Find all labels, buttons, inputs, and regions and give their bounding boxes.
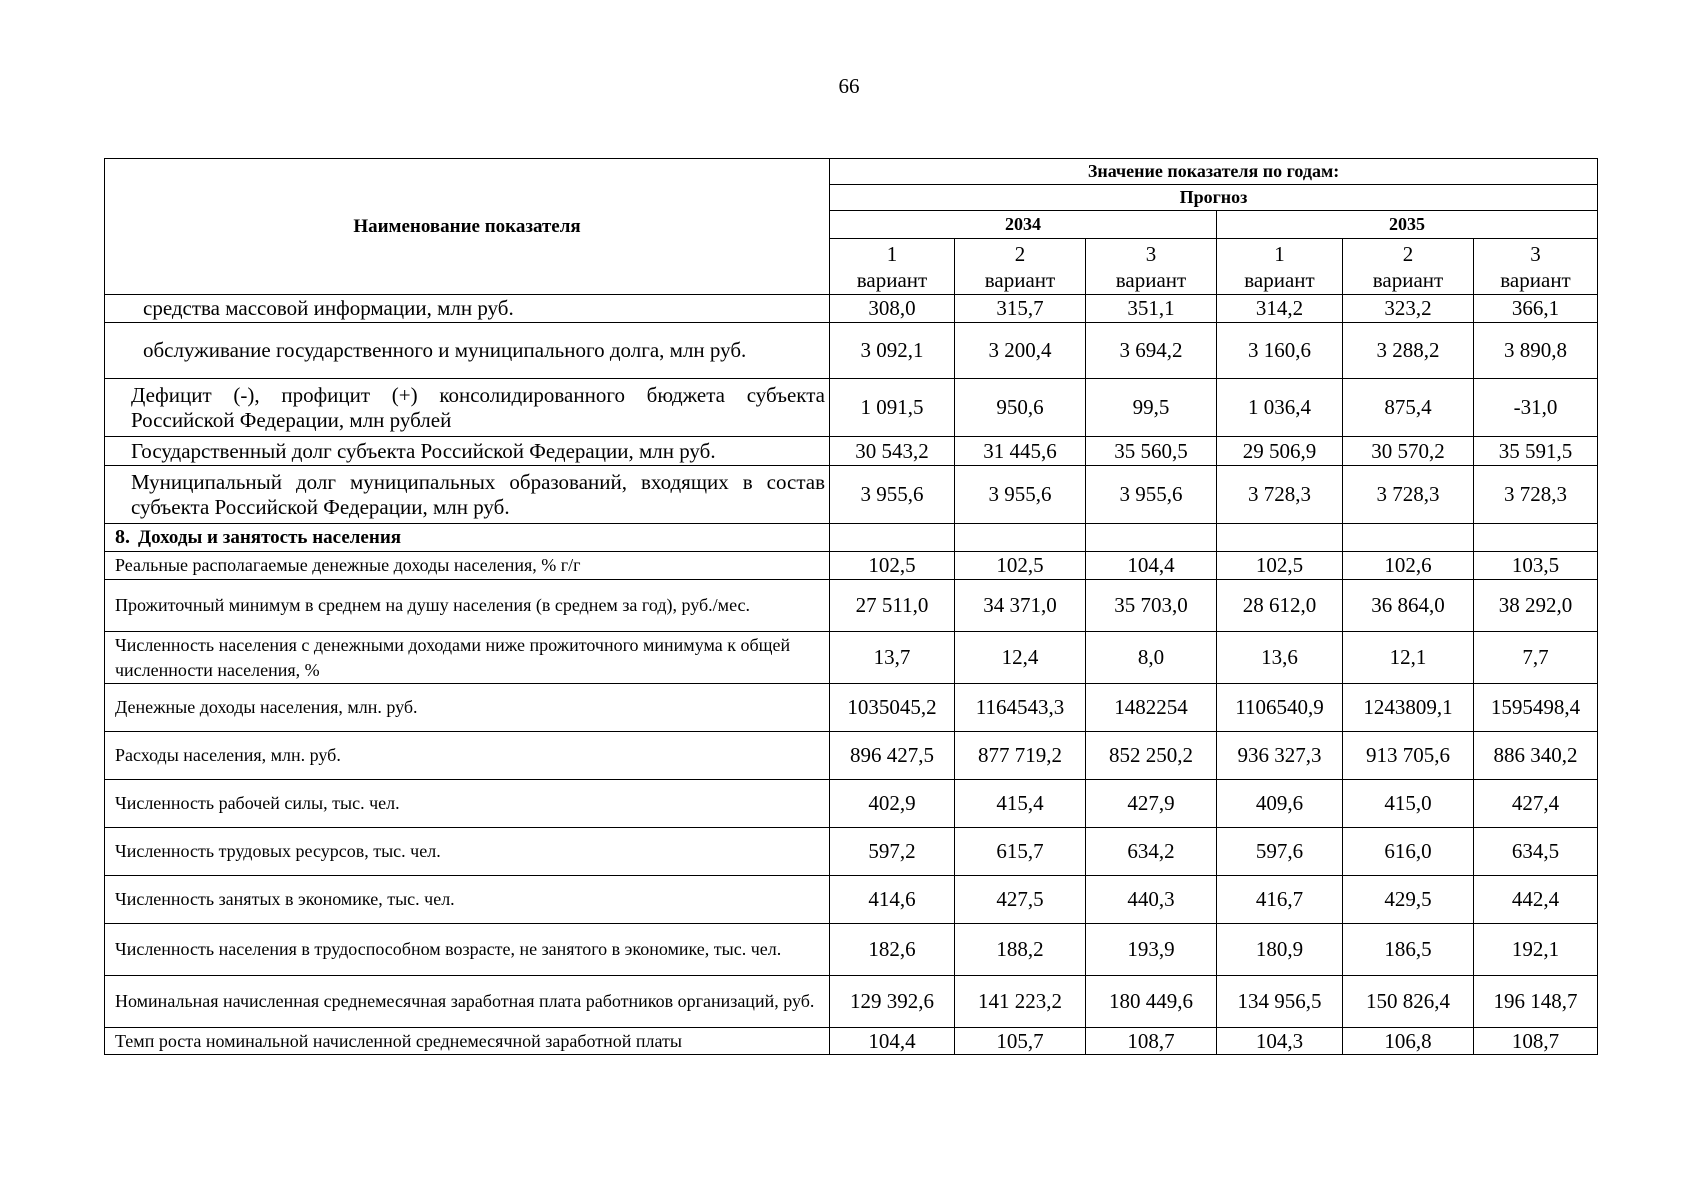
value-cell: 3 728,3 xyxy=(1343,466,1474,524)
indicator-label: Численность трудовых ресурсов, тыс. чел. xyxy=(105,828,830,876)
variant-header: 3 вариант xyxy=(1474,239,1598,295)
table-row xyxy=(105,552,1598,580)
value-cell: 936 327,3 xyxy=(1217,732,1343,780)
value-cell: 323,2 xyxy=(1343,295,1474,323)
variant-header: 1 вариант xyxy=(830,239,955,295)
value-cell: 102,5 xyxy=(830,552,955,580)
value-cell: 35 560,5 xyxy=(1086,437,1217,466)
table-row xyxy=(105,780,1598,828)
table-row xyxy=(105,924,1598,976)
table-row xyxy=(105,828,1598,876)
value-cell: 103,5 xyxy=(1474,552,1598,580)
year-header-2034: 2034 xyxy=(830,211,1217,239)
table-row xyxy=(105,437,1598,466)
value-cell: 852 250,2 xyxy=(1086,732,1217,780)
value-cell: 106,8 xyxy=(1343,1028,1474,1055)
values-by-year-header: Значение показателя по годам: xyxy=(830,159,1598,185)
value-cell: 104,4 xyxy=(830,1028,955,1055)
value-cell: 409,6 xyxy=(1217,780,1343,828)
value-cell: 1 091,5 xyxy=(830,379,955,437)
value-cell: 12,1 xyxy=(1343,632,1474,684)
value-cell: 99,5 xyxy=(1086,379,1217,437)
empty-cell xyxy=(1086,524,1217,552)
value-cell: 1595498,4 xyxy=(1474,684,1598,732)
value-cell: 134 956,5 xyxy=(1217,976,1343,1028)
value-cell: 615,7 xyxy=(955,828,1086,876)
table-row xyxy=(105,632,1598,684)
table-row xyxy=(105,323,1598,379)
value-cell: 877 719,2 xyxy=(955,732,1086,780)
section-heading xyxy=(105,524,830,552)
indicator-label: Реальные располагаемые денежные доходы населения, % г/г xyxy=(105,552,830,580)
value-cell: 12,4 xyxy=(955,632,1086,684)
value-cell: 913 705,6 xyxy=(1343,732,1474,780)
value-cell: 597,6 xyxy=(1217,828,1343,876)
table-row xyxy=(105,1028,1598,1055)
value-cell: 3 200,4 xyxy=(955,323,1086,379)
value-cell: 102,5 xyxy=(955,552,1086,580)
value-cell: 102,6 xyxy=(1343,552,1474,580)
value-cell: 3 955,6 xyxy=(955,466,1086,524)
indicator-label: средства массовой информации, млн руб. xyxy=(105,295,830,323)
value-cell: 141 223,2 xyxy=(955,976,1086,1028)
value-cell: 875,4 xyxy=(1343,379,1474,437)
value-cell: 442,4 xyxy=(1474,876,1598,924)
value-cell: 402,9 xyxy=(830,780,955,828)
value-cell: 102,5 xyxy=(1217,552,1343,580)
indicator-label: Численность населения в трудоспособном возрасте, не занятого в экономике, тыс. чел. xyxy=(105,924,830,976)
forecast-header: Прогноз xyxy=(830,185,1598,211)
indicator-label: Муниципальный долг муниципальных образований, входящих в состав субъекта Российской Федерации, млн руб. xyxy=(105,466,830,524)
value-cell: 1035045,2 xyxy=(830,684,955,732)
value-cell: 193,9 xyxy=(1086,924,1217,976)
value-cell: 30 543,2 xyxy=(830,437,955,466)
indicator-label: Численность рабочей силы, тыс. чел. xyxy=(105,780,830,828)
table-body xyxy=(105,295,1598,1055)
value-cell: 3 728,3 xyxy=(1217,466,1343,524)
value-cell: 1 036,4 xyxy=(1217,379,1343,437)
value-cell: 597,2 xyxy=(830,828,955,876)
value-cell: 427,5 xyxy=(955,876,1086,924)
value-cell: 3 728,3 xyxy=(1474,466,1598,524)
empty-cell xyxy=(1343,524,1474,552)
value-cell: 415,4 xyxy=(955,780,1086,828)
value-cell: 7,7 xyxy=(1474,632,1598,684)
value-cell: 427,4 xyxy=(1474,780,1598,828)
value-cell: 192,1 xyxy=(1474,924,1598,976)
indicator-label: Государственный долг субъекта Российской Федерации, млн руб. xyxy=(105,437,830,466)
indicator-label: Прожиточный минимум в среднем на душу населения (в среднем за год), руб./мес. xyxy=(105,580,830,632)
value-cell: 308,0 xyxy=(830,295,955,323)
value-cell: 35 591,5 xyxy=(1474,437,1598,466)
table-row xyxy=(105,976,1598,1028)
table-row xyxy=(105,466,1598,524)
value-cell: 1243809,1 xyxy=(1343,684,1474,732)
value-cell: 129 392,6 xyxy=(830,976,955,1028)
indicator-label: Дефицит (-), профицит (+) консолидированного бюджета субъекта Российской Федерации, млн рублей xyxy=(105,379,830,437)
table-header xyxy=(105,159,1598,295)
indicators-table xyxy=(104,158,1598,1055)
value-cell: 196 148,7 xyxy=(1474,976,1598,1028)
variant-header: 2 вариант xyxy=(955,239,1086,295)
indicator-label: Численность населения с денежными доходами ниже прожиточного минимума к общей численности населения, % xyxy=(105,632,830,684)
value-cell: 188,2 xyxy=(955,924,1086,976)
empty-cell xyxy=(1474,524,1598,552)
value-cell: 427,9 xyxy=(1086,780,1217,828)
value-cell: 1482254 xyxy=(1086,684,1217,732)
empty-cell xyxy=(955,524,1086,552)
value-cell: 616,0 xyxy=(1343,828,1474,876)
value-cell: 30 570,2 xyxy=(1343,437,1474,466)
section-row xyxy=(105,524,1598,552)
value-cell: 416,7 xyxy=(1217,876,1343,924)
value-cell: 29 506,9 xyxy=(1217,437,1343,466)
value-cell: 1106540,9 xyxy=(1217,684,1343,732)
value-cell: 8,0 xyxy=(1086,632,1217,684)
value-cell: 634,2 xyxy=(1086,828,1217,876)
value-cell: 1164543,3 xyxy=(955,684,1086,732)
value-cell: 429,5 xyxy=(1343,876,1474,924)
value-cell: 28 612,0 xyxy=(1217,580,1343,632)
value-cell: 886 340,2 xyxy=(1474,732,1598,780)
value-cell: 315,7 xyxy=(955,295,1086,323)
value-cell: 3 694,2 xyxy=(1086,323,1217,379)
value-cell: 34 371,0 xyxy=(955,580,1086,632)
value-cell: 27 511,0 xyxy=(830,580,955,632)
year-header-2035: 2035 xyxy=(1217,211,1598,239)
value-cell: -31,0 xyxy=(1474,379,1598,437)
section-title: Доходы и занятость населения xyxy=(138,527,402,548)
value-cell: 896 427,5 xyxy=(830,732,955,780)
indicator-label: Численность занятых в экономике, тыс. чел. xyxy=(105,876,830,924)
indicator-label: обслуживание государственного и муниципального долга, млн руб. xyxy=(105,323,830,379)
value-cell: 440,3 xyxy=(1086,876,1217,924)
table-row xyxy=(105,732,1598,780)
variant-header: 3 вариант xyxy=(1086,239,1217,295)
section-number: 8. xyxy=(115,526,130,548)
value-cell: 180,9 xyxy=(1217,924,1343,976)
value-cell: 634,5 xyxy=(1474,828,1598,876)
value-cell: 351,1 xyxy=(1086,295,1217,323)
page-number: 66 xyxy=(838,74,860,98)
value-cell: 314,2 xyxy=(1217,295,1343,323)
value-cell: 108,7 xyxy=(1474,1028,1598,1055)
table-row xyxy=(105,580,1598,632)
table-row xyxy=(105,379,1598,437)
value-cell: 3 160,6 xyxy=(1217,323,1343,379)
value-cell: 104,4 xyxy=(1086,552,1217,580)
value-cell: 182,6 xyxy=(830,924,955,976)
value-cell: 186,5 xyxy=(1343,924,1474,976)
value-cell: 950,6 xyxy=(955,379,1086,437)
value-cell: 38 292,0 xyxy=(1474,580,1598,632)
value-cell: 108,7 xyxy=(1086,1028,1217,1055)
value-cell: 13,6 xyxy=(1217,632,1343,684)
variant-header: 1 вариант xyxy=(1217,239,1343,295)
value-cell: 31 445,6 xyxy=(955,437,1086,466)
value-cell: 36 864,0 xyxy=(1343,580,1474,632)
value-cell: 3 890,8 xyxy=(1474,323,1598,379)
indicator-label: Денежные доходы населения, млн. руб. xyxy=(105,684,830,732)
value-cell: 414,6 xyxy=(830,876,955,924)
table-row xyxy=(105,684,1598,732)
indicator-name-header: Наименование показателя xyxy=(105,159,830,295)
indicator-label: Номинальная начисленная среднемесячная заработная плата работников организаций, руб. xyxy=(105,976,830,1028)
value-cell: 3 955,6 xyxy=(830,466,955,524)
value-cell: 180 449,6 xyxy=(1086,976,1217,1028)
value-cell: 104,3 xyxy=(1217,1028,1343,1055)
table-row xyxy=(105,876,1598,924)
empty-cell xyxy=(1217,524,1343,552)
empty-cell xyxy=(830,524,955,552)
table-row xyxy=(105,295,1598,323)
value-cell: 3 955,6 xyxy=(1086,466,1217,524)
indicator-label: Расходы населения, млн. руб. xyxy=(105,732,830,780)
indicator-label: Темп роста номинальной начисленной среднемесячной заработной платы xyxy=(105,1028,830,1055)
value-cell: 3 092,1 xyxy=(830,323,955,379)
value-cell: 150 826,4 xyxy=(1343,976,1474,1028)
value-cell: 366,1 xyxy=(1474,295,1598,323)
value-cell: 13,7 xyxy=(830,632,955,684)
value-cell: 105,7 xyxy=(955,1028,1086,1055)
value-cell: 3 288,2 xyxy=(1343,323,1474,379)
value-cell: 415,0 xyxy=(1343,780,1474,828)
variant-header: 2 вариант xyxy=(1343,239,1474,295)
value-cell: 35 703,0 xyxy=(1086,580,1217,632)
